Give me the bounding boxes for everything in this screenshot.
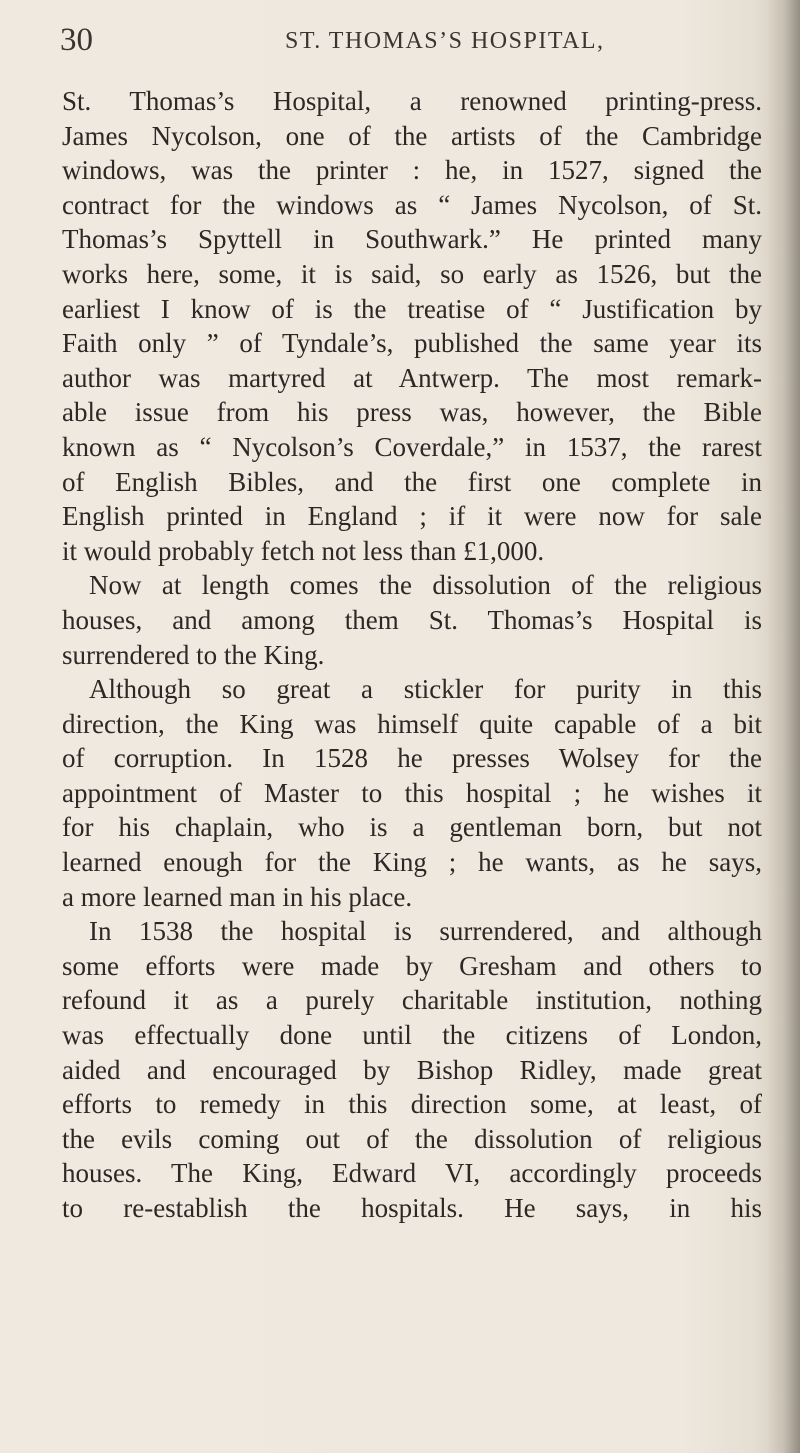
text-line: Faith only ” of Tyndale’s, published the same year its	[62, 328, 762, 359]
text-line: to re-establish the hospitals. He says, in his	[62, 1193, 762, 1223]
text-line: earliest I know of is the treatise of “ Justification by	[62, 293, 762, 324]
text-line: James Nycolson, one of the artists of the Cambridge	[62, 120, 762, 151]
text-line: refound it as a purely charitable institution, nothing	[62, 985, 762, 1016]
text-line: was effectually done until the citizens of London,	[62, 1020, 762, 1051]
text-line: windows, was the printer : he, in 1527, signed the	[62, 155, 762, 186]
page-edge-shadow	[766, 0, 800, 1453]
text-line: some efforts were made by Gresham and others to	[62, 950, 762, 981]
text-line: efforts to remedy in this direction some, at least, of	[62, 1089, 762, 1120]
text-line: aided and encouraged by Bishop Ridley, made great	[62, 1054, 762, 1085]
text-line: surrendered to the King.	[62, 639, 325, 670]
text-line: the evils coming out of the dissolution of religious	[62, 1123, 762, 1154]
text-line: houses. The King, Edward VI, accordingly proceeds	[62, 1158, 762, 1189]
text-line: it would probably fetch not less than £1,000.	[62, 535, 545, 566]
text-line: Thomas’s Spyttell in Southwark.” He printed many	[62, 224, 762, 255]
text-line: known as “ Nycolson’s Coverdale,” in 1537, the rarest	[62, 431, 762, 462]
text-line: appointment of Master to this hospital ; he wishes it	[62, 777, 762, 808]
text-line: Now at length comes the dissolution of the religious	[89, 570, 762, 601]
body-text	[62, 84, 762, 1226]
running-head	[60, 22, 780, 62]
text-line: for his chaplain, who is a gentleman born, but not	[62, 812, 762, 843]
text-line: contract for the windows as “ James Nycolson, of St.	[62, 189, 762, 220]
text-line: of English Bibles, and the first one complete in	[62, 466, 762, 497]
page-number: 30	[60, 22, 93, 58]
text-line: learned enough for the King ; he wants, as he says,	[62, 847, 762, 878]
text-line: a more learned man in his place.	[62, 881, 413, 912]
text-line: St. Thomas’s Hospital, a renowned printing-press.	[62, 86, 762, 116]
text-line: Although so great a stickler for purity in this	[89, 674, 762, 705]
text-line: able issue from his press was, however, the Bible	[62, 397, 762, 428]
text-line: author was martyred at Antwerp. The most remark-	[62, 362, 762, 393]
text-line: houses, and among them St. Thomas’s Hospital is	[62, 604, 762, 635]
text-line: direction, the King was himself quite capable of a bit	[62, 708, 762, 739]
text-line: In 1538 the hospital is surrendered, and although	[89, 916, 762, 947]
running-title: ST. THOMAS’S HOSPITAL,	[285, 28, 605, 54]
text-line: English printed in England ; if it were now for sale	[62, 501, 762, 532]
text-line: of corruption. In 1528 he presses Wolsey for the	[62, 743, 762, 774]
text-line: works here, some, it is said, so early as 1526, but the	[62, 258, 762, 289]
